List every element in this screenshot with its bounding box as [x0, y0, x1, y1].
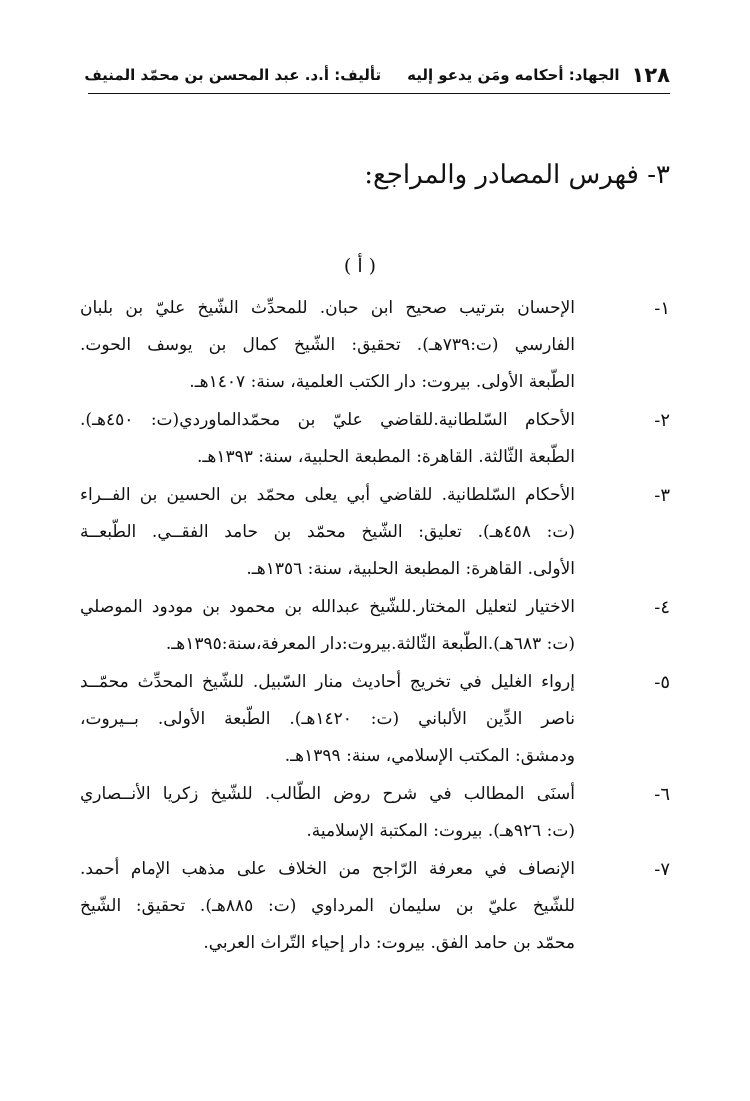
- entry-text-line: ناصر الدِّين الألباني (ت: ١٤٢٠هـ). الطّبعة الأولى. بــيروت،: [80, 709, 575, 729]
- letter-heading: ( أ ): [343, 255, 377, 277]
- running-header: [84, 60, 670, 90]
- entry-text-line: الإحسان بترتيب صحيح ابن حبان. للمحدِّث الشّيخ عليّ بن بلبان: [80, 298, 575, 318]
- section-title: ٣- فهرس المصادر والمراجع:: [364, 160, 670, 190]
- entry-text-line: الأولى. القاهرة: المطبعة الحلبية، سنة: ١٣٥٦هـ.: [246, 559, 575, 579]
- entry-text-line: (ت: ٦٨٣هـ).الطّبعة الثّالثة.بيروت:دار المعرفة،سنة:١٣٩٥هـ.: [165, 634, 575, 654]
- entry-text-line: الطّبعة الثّالثة. القاهرة: المطبعة الحلبية، سنة: ١٣٩٣هـ.: [196, 447, 575, 467]
- entry-text-line: للشّيخ عليّ بن سليمان المرداوي (ت: ٨٨٥هـ). تحقيق: الشّيخ: [80, 896, 575, 916]
- bibliography-entry: [80, 851, 670, 962]
- entry-text-line: الاختيار لتعليل المختار.للشّيخ عبدالله بن محمود بن مودود الموصلي: [80, 597, 575, 617]
- entry-number: ٥-: [654, 672, 670, 693]
- bibliography-list: [80, 290, 670, 963]
- entry-text-line: الطّبعة الأولى. بيروت: دار الكتب العلمية، سنة: ١٤٠٧هـ.: [189, 372, 575, 392]
- bibliography-entry: [80, 589, 670, 663]
- bibliography-entry: [80, 477, 670, 588]
- entry-text-line: محمّد بن حامد الفق. بيروت: دار إحياء التّراث العربي.: [203, 933, 575, 953]
- entry-text-line: الإنصاف في معرفة الرّاجح من الخلاف على مذهب الإمام أحمد.: [80, 859, 575, 879]
- entry-number: ٤-: [654, 597, 670, 618]
- entry-text-line: الأحكام السّلطانية. للقاضي أبي يعلى محمّد بن الحسين بن الفــراء: [80, 485, 575, 505]
- entry-number: ٧-: [654, 859, 670, 880]
- entry-number: ٣-: [654, 485, 670, 506]
- author-credit: تأليف: أ.د. عبد المحسن بن محمّد المنيف: [84, 66, 382, 84]
- entry-text-line: (ت: ٤٥٨هـ). تعليق: الشّيخ محمّد بن حامد الفقــي. الطّبعــة: [80, 522, 575, 542]
- entry-number: ٦-: [654, 784, 670, 805]
- entry-text-line: (ت: ٩٢٦هـ). بيروت: المكتبة الإسلامية.: [306, 821, 575, 841]
- entry-number: ٢-: [654, 410, 670, 431]
- bibliography-entry: [80, 776, 670, 850]
- book-title: الجهاد: أحكامه ومَن يدعو إليه: [407, 66, 620, 84]
- bibliography-entry: [80, 402, 670, 476]
- entry-text-line: إرواء الغليل في تخريج أحاديث منار السّبيل. للشّيخ المحدِّث محمّــد: [80, 672, 575, 692]
- entry-text-line: ودمشق: المكتب الإسلامي، سنة: ١٣٩٩هـ.: [284, 746, 575, 766]
- bibliography-entry: [80, 290, 670, 401]
- entry-text-line: الفارسي (ت:٧٣٩هـ). تحقيق: الشّيخ كمال بن يوسف الحوت.: [80, 335, 575, 355]
- entry-text-line: الأحكام السّلطانية.للقاضي عليّ بن محمّدالماوردي(ت: ٤٥٠هـ).: [80, 410, 575, 430]
- entry-text-line: أسنَى المطالب في شرح روض الطّالب. للشّيخ زكريا الأنــصاري: [80, 784, 575, 804]
- bibliography-entry: [80, 664, 670, 775]
- entry-number: ١-: [654, 298, 670, 319]
- page-number: ١٢٨: [631, 63, 670, 87]
- header-divider: [88, 93, 670, 94]
